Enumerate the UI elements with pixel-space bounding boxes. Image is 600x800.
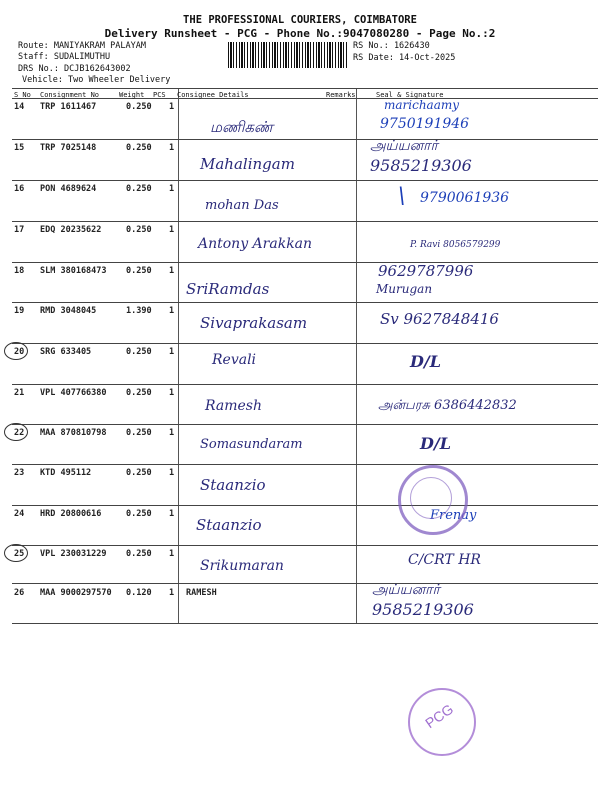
receiver-signature: P. Ravi 8056579299 [410,240,501,250]
receiver-signature: Sv 9627848416 [380,310,499,328]
delivery-status: D/L [420,434,451,453]
pcg-stamp-label: PCG [422,700,457,732]
row-divider [12,384,598,385]
rs-date: RS Date: 14-Oct-2025 [353,53,456,63]
column-divider-seal [356,89,357,623]
row-weight: 0.250 [126,143,152,153]
row-consignment-no: TRP 1611467 [40,102,97,112]
row-sno: 25 [14,549,25,559]
row-consignment-no: PON 4689624 [40,184,97,194]
col-header-consignment: Consignment No [40,91,100,99]
drs-label: DRS No.: DCJB162643002 [18,64,131,74]
vehicle-label: Vehicle: Two Wheeler Delivery [22,75,171,85]
consignee-signature: Sivaprakasam [200,314,308,332]
row-consignment-no: MAA 9000297570 [40,588,112,598]
row-sno: 22 [14,428,25,438]
consignee-signature: Srikumaran [200,558,284,574]
row-consignment-no: VPL 407766380 [40,388,107,398]
consignee-signature: SriRamdas [186,280,270,298]
receiver-signature: C/CRT HR [408,552,481,568]
rs-number: RS No.: 1626430 [353,41,430,51]
row-pcs: 1 [169,588,175,598]
consignee-signature: Somasundaram [200,437,303,452]
consignee-signature: Revali [212,352,257,368]
consignee-signature: mohan Das [205,198,279,213]
row-weight: 0.250 [126,509,152,519]
row-weight: 0.250 [126,184,152,194]
table-bottom-border [12,623,598,624]
receiver-signature: Frenay [430,508,477,523]
receiver-phone: 9629787996 [378,262,474,280]
staff-label: Staff: SUDALIMUTHU [18,52,111,62]
table-header-border [12,98,598,99]
company-title: THE PROFESSIONAL COURIERS, COIMBATORE [183,14,417,26]
col-header-sno: S No [14,91,31,99]
row-consignment-no: KTD 495112 [40,468,92,478]
row-pcs: 1 [169,102,175,112]
row-consignment-no: HRD 20800616 [40,509,102,519]
row-pcs: 1 [169,184,175,194]
row-pcs: 1 [169,428,175,438]
receiver-signature: marichaamy [384,98,460,112]
row-consignment-no: TRP 7025148 [40,143,97,153]
row-weight: 0.250 [126,225,152,235]
row-divider [12,139,598,140]
row-consignment-no: VPL 230031229 [40,549,107,559]
row-divider [12,545,598,546]
receiver-phone: 9750191946 [380,116,470,132]
row-divider [12,343,598,344]
col-header-consignee: Consignee Details [177,91,249,99]
row-sno: 19 [14,306,25,316]
row-sno: 21 [14,388,25,398]
row-weight: 0.250 [126,102,152,112]
row-pcs: 1 [169,306,175,316]
row-sno: 26 [14,588,25,598]
row-sno: 23 [14,468,25,478]
row-divider [12,424,598,425]
row-sno: 24 [14,509,25,519]
row-pcs: 1 [169,468,175,478]
receiver-phone: 9790061936 [420,190,510,206]
row-sno: 14 [14,102,25,112]
row-divider [12,262,598,263]
row-weight: 0.250 [126,428,152,438]
row-consignment-no: EDQ 20235622 [40,225,102,235]
row-divider [12,505,598,506]
row-pcs: 1 [169,143,175,153]
row-divider [12,583,598,584]
row-divider [12,302,598,303]
row-sno: 17 [14,225,25,235]
row-weight: 1.390 [126,306,152,316]
courier-round-stamp-inner [410,477,452,519]
row-pcs: 1 [169,388,175,398]
row-sno: 18 [14,266,25,276]
receiver-signature: அய்யனார் [372,582,440,598]
receiver-phone: 9585219306 [372,600,474,619]
receiver-signature: அய்யனார் [370,138,438,154]
row-consignee-name: RAMESH [186,588,217,598]
row-divider [12,464,598,465]
receiver-signature-mark: \ [398,184,406,209]
col-header-seal-signature: Seal & Signature [376,91,444,99]
consignee-signature: Staanzio [196,516,262,534]
column-divider-consignee [178,89,179,623]
row-weight: 0.250 [126,468,152,478]
receiver-signature: அன்பரசு 6386442832 [378,398,517,413]
row-consignment-no: SLM 380168473 [40,266,107,276]
row-pcs: 1 [169,266,175,276]
delivery-status: D/L [410,352,441,371]
consignee-signature: மணிகண் [210,118,274,136]
table-top-border [12,88,598,89]
consignee-signature: Staanzio [200,476,266,494]
row-sno: 16 [14,184,25,194]
consignee-signature: Antony Arakkan [198,236,313,252]
barcode [228,42,348,68]
consignee-signature: Mahalingam [200,155,295,173]
row-consignment-no: MAA 870810798 [40,428,107,438]
row-weight: 0.250 [126,266,152,276]
row-weight: 0.250 [126,347,152,357]
consignee-signature: Ramesh [205,398,262,414]
col-header-pcs: PCS [153,91,166,99]
row-consignment-no: RMD 3048045 [40,306,97,316]
row-sno: 20 [14,347,25,357]
row-pcs: 1 [169,347,175,357]
receiver-signature: Murugan [376,282,433,296]
row-divider [12,180,598,181]
row-consignment-no: SRG 633405 [40,347,92,357]
row-divider [12,221,598,222]
row-weight: 0.250 [126,549,152,559]
row-weight: 0.250 [126,388,152,398]
receiver-phone: 9585219306 [370,156,472,175]
runsheet-subtitle: Delivery Runsheet - PCG - Phone No.:9047080280 - Page No.:2 [104,27,496,40]
row-pcs: 1 [169,225,175,235]
row-pcs: 1 [169,509,175,519]
row-weight: 0.120 [126,588,152,598]
col-header-remarks: Remarks [326,91,356,99]
row-sno: 15 [14,143,25,153]
route-label: Route: MANIYAKRAM PALAYAM [18,41,146,51]
col-header-weight: Weight [119,91,145,99]
row-pcs: 1 [169,549,175,559]
